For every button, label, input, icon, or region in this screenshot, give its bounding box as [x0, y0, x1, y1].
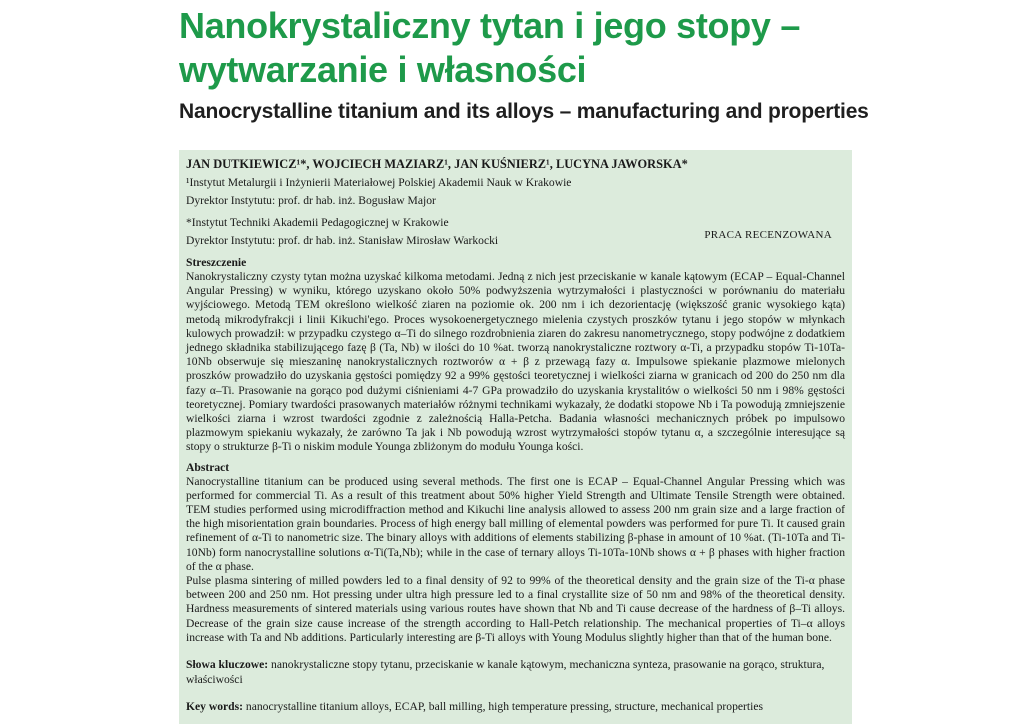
abstract-paragraph-1: Nanocrystalline titanium can be produced using several methods. The first one is ECAP – Equal-Channel Angular Pressing which was performed for commercial Ti. As a result of this treatment about 50% higher Yield Strength and Ultimate Tensile Strength were obtained. TEM studies performed using microdiffraction method and Kikuchi line analysis allowed to assess 200 nm grain size and a large fraction of the high misorientation grain boundaries. Process of high energy ball milling of elemental powders was performed for pure Ti. It caused grain refinement of α-Ti to nanometric size. The binary alloys with additions of elements stabilizing β-phase in amount of 10 %at. (Ti-10Ta and Ti-10Nb) form nanocrystalline solutions α-Ti(Ta,Nb); while in the case of ternary alloys Ti-10Ta-10Nb shows α + β phases with higher fraction of the α phase.: [186, 474, 845, 573]
review-label: PRACA RECENZOWANA: [704, 229, 832, 241]
title-polish: Nanokrystaliczny tytan i jego stopy – wytwarzanie i własności: [179, 5, 801, 90]
keywords-polish-text: nanokrystaliczne stopy tytanu, przeciskanie w kanale kątowym, mechaniczna synteza, prasowanie na gorąco, struktura, właściwości: [186, 658, 825, 687]
affiliation-institute-2: *Instytut Techniki Akademii Pedagogicznej w Krakowie: [186, 216, 449, 229]
keywords-polish-label: Słowa kluczowe:: [186, 658, 269, 672]
affiliation-institute-1: ¹Instytut Metalurgii i Inżynierii Materiałowej Polskiej Akademii Nauk w Krakowie: [186, 176, 572, 189]
streszczenie-heading: Streszczenie: [186, 256, 247, 269]
abstract-paragraph-2: Pulse plasma sintering of milled powders led to a final density of 92 to 99% of the theoretical density and the grain size of the Ti-α phase between 200 and 250 nm. Hot pressing under ultra high pressure led to a final crystallite size of 50 nm and 98% of the theoretical density. Hardness measurements of sintered materials using various routes have shown that Nb and Ti cause decrease of the hardness of β–Ti alloys. Decrease of the grain size cause increase of the strength according to Hall-Petch relationship. The mechanical properties of Ti–α alloys increase with Ta and Nb additions. Particularly interesting are β-Ti alloys with Young Modulus slightly higher than that of the human bone.: [186, 574, 845, 644]
authors-line: JAN DUTKIEWICZ¹*, WOJCIECH MAZIARZ¹, JAN KUŚNIERZ¹, LUCYNA JAWORSKA*: [186, 157, 688, 171]
title-english: Nanocrystalline titanium and its alloys – manufacturing and properties: [179, 100, 869, 123]
affiliation-director-2: Dyrektor Instytutu: prof. dr hab. inż. Stanisław Mirosław Warkocki: [186, 234, 499, 247]
abstract-box: [179, 150, 852, 724]
streszczenie-text: Nanokrystaliczny czysty tytan można uzyskać kilkoma metodami. Jedną z nich jest przeciskanie w kanale kątowym (ECAP – Equal-Channel Angular Pressing) w wyniku, którego uzyskano około 50% podwyższenia wytrzymałości i plastyczności w porównaniu do materiału wyjściowego. Metodą TEM określono wielkość ziaren na poziomie ok. 200 nm i ich dezorientację (większość granic wysokiego kąta) metodą mikrodyfrakcji i linii Kikuchi'ego. Proces wysokoenergetycznego mielenia czystych proszków tytanu i jego stopów w młynkach kulowych prowadził: w przypadku czystego α–Ti do silnego rozdrobnienia ziaren do zakresu nanometrycznego, stopy podwójne z dodatkiem jednego składnika stabilizującego fazę β (Ta, Nb) w ilości do 10 %at. tworzą nanokrystaliczne roztwory α-Ti, a przypadku stopów Ti-10Ta-10Nb obserwuje się mieszaninę nanokrystalicznych roztworów α + β z przewagą fazy α. Impulsowe spiekanie plazmowe mielonych proszków prowadziło do uzyskania gęstości pomiędzy 92 a 99% gęstości teoretycznej i wielkości ziarna w granicach od 200 do 250 nm dla fazy α–Ti. Prasowanie na gorąco pod dużymi ciśnieniami 4-7 GPa prowadziło do uzyskania krystalitów o wielkości 50 nm i 98% gęstości teoretycznej. Pomiary twardości prasowanych materiałów różnymi technikami wykazały, że dodatki stopowe Nb i Ta powodują zmniejszenie wielkości ziarna i wzrost twardości zgodnie z zależnością Halla-Petcha. Badania własności mechanicznych próbek po impulsowo plazmowym spiekaniu wykazały, że zarówno Ta jak i Nb powodują wzrost wytrzymałości stopów tytanu α, a szczególnie interesujące są stopy o strukturze β-Ti o niskim module Younga zbliżonym do modułu Younga kości.: [186, 270, 845, 454]
abstract-heading: Abstract: [186, 460, 230, 474]
affiliations: [186, 174, 845, 250]
keywords-english: [186, 699, 845, 714]
keywords-english-label: Key words:: [186, 700, 243, 714]
affiliation-director-1: Dyrektor Instytutu: prof. dr hab. inż. Bogusław Major: [186, 194, 436, 207]
keywords-english-text: nanocrystalline titanium alloys, ECAP, ball milling, high temperature pressing, structure, mechanical properties: [245, 700, 763, 714]
keywords-polish: [186, 657, 845, 687]
